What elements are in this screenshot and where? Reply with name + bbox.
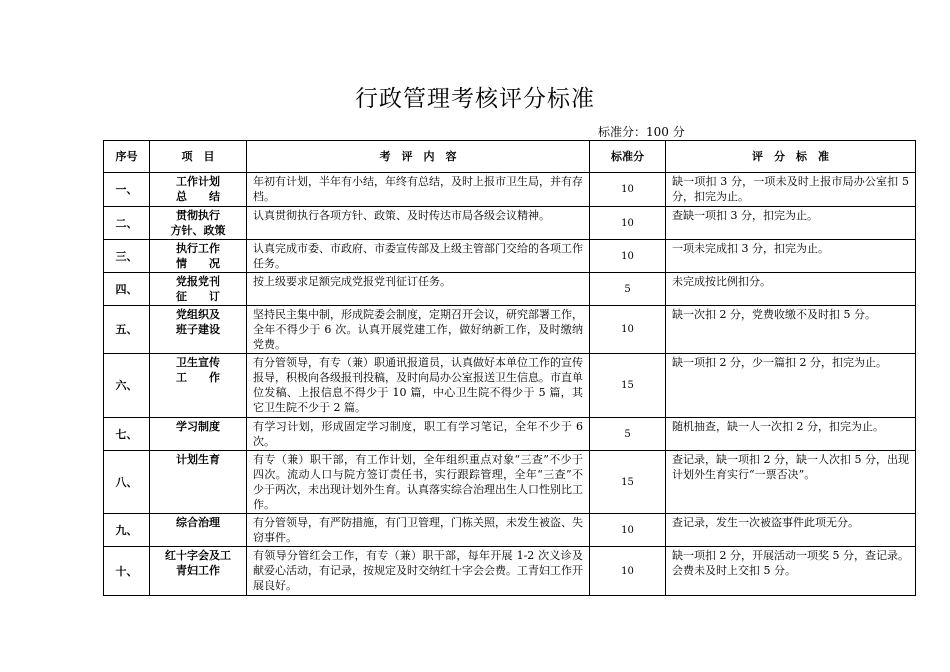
row-rule: 查记录，发生一次被盗事件此项无分。	[666, 514, 916, 547]
row-index: 三、	[104, 240, 150, 273]
row-item-line: 红十字会及工	[165, 549, 231, 562]
row-item-line: 工 作	[176, 371, 220, 384]
row-item-line: 党报党刊	[176, 275, 220, 288]
row-score: 15	[590, 354, 666, 418]
row-index: 九、	[104, 514, 150, 547]
row-index: 四、	[104, 273, 150, 306]
row-item	[150, 173, 247, 207]
row-item-line: 方针、政策	[170, 224, 226, 237]
row-rule: 查缺一项扣 3 分，扣完为止。	[666, 207, 916, 240]
table-row	[104, 418, 916, 451]
row-item-line: 贯彻执行	[176, 209, 220, 222]
total-score-label: 标准分：100 分	[598, 125, 685, 139]
row-index: 八、	[104, 451, 150, 514]
document-title: 行政管理考核评分标准	[355, 86, 595, 112]
row-item-line: 征 订	[176, 290, 220, 303]
row-rule: 缺一项扣 2 分，开展活动一项奖 5 分，查记录。会费未及时上交扣 5 分。	[666, 547, 916, 596]
row-score: 5	[590, 418, 666, 451]
row-index: 七、	[104, 418, 150, 451]
row-item-line: 党组织及	[176, 308, 220, 321]
row-item-line: 综合治理	[176, 516, 220, 529]
table-row	[104, 306, 916, 354]
table-header-row	[104, 141, 916, 173]
row-content: 认真贯彻执行各项方针、政策、及时传达市局各级会议精神。	[247, 207, 590, 240]
row-item-line: 执行工作	[176, 242, 220, 255]
row-rule: 缺一次扣 2 分，党费收缴不及时扣 5 分。	[666, 306, 916, 354]
row-item	[150, 306, 247, 354]
row-content: 有专（兼）职干部，有工作计划，全年组织重点对象“三查”不少于四次。流动人口与院方签订责任书，实行跟踪管理，全年“三查”不少于两次，未出现计划外生育。认真落实综合治理出生人口性别比工作。	[247, 451, 590, 514]
row-rule: 查记录，缺一项扣 2 分，缺一人次扣 5 分，出现计划外生育实行“一票否决”。	[666, 451, 916, 514]
row-item-line: 青妇工作	[176, 564, 220, 577]
row-rule: 未完成按比例扣分。	[666, 273, 916, 306]
row-item	[150, 514, 247, 547]
row-item	[150, 547, 247, 596]
row-content: 有分管领导，有严防措施，有门卫管理，门栋关照，未发生被盗、失窃事件。	[247, 514, 590, 547]
header-index: 序号	[104, 141, 150, 173]
row-content: 有学习计划，形成固定学习制度，职工有学习笔记，全年不少于 6 次。	[247, 418, 590, 451]
table-row	[104, 173, 916, 207]
row-content: 有分管领导，有专（兼）职通讯报道员，认真做好本单位工作的宣传报导，积极向各级报刊投稿，及时向局办公室报送卫生信息。市直单位发稿、上报信息不得少于 10 篇，中心卫生院不得少于 5 篇，其它卫生院不少于 2 篇。	[247, 354, 590, 418]
row-rule: 缺一项扣 3 分，一项未及时上报市局办公室扣 5 分，扣完为止。	[666, 173, 916, 207]
row-score: 10	[590, 547, 666, 596]
row-item-line: 学习制度	[176, 420, 220, 433]
row-score: 10	[590, 306, 666, 354]
table-row	[104, 207, 916, 240]
row-rule: 缺一项扣 2 分，少一篇扣 2 分，扣完为止。	[666, 354, 916, 418]
row-item	[150, 207, 247, 240]
row-score: 5	[590, 273, 666, 306]
table-row	[104, 354, 916, 418]
row-index: 一、	[104, 173, 150, 207]
table-row	[104, 514, 916, 547]
row-item-line: 班子建设	[176, 323, 220, 336]
row-item-line: 卫生宣传	[176, 356, 220, 369]
table-row	[104, 273, 916, 306]
row-content: 年初有计划，半年有小结，年终有总结，及时上报市卫生局，并有存档。	[247, 173, 590, 207]
scoring-table	[103, 140, 916, 596]
row-index: 十、	[104, 547, 150, 596]
table-row	[104, 240, 916, 273]
row-content: 按上级要求足额完成党报党刊征订任务。	[247, 273, 590, 306]
row-score: 10	[590, 207, 666, 240]
row-item-line: 总 结	[176, 190, 220, 203]
header-item: 项 目	[150, 141, 247, 173]
row-rule: 一项未完成扣 3 分，扣完为止。	[666, 240, 916, 273]
row-content: 坚持民主集中制，形成院委会制度，定期召开会议，研究部署工作，全年不得少于 6 次。认真开展党建工作，做好纳新工作，及时缴纳党费。	[247, 306, 590, 354]
row-score: 10	[590, 514, 666, 547]
row-item	[150, 354, 247, 418]
row-score: 10	[590, 240, 666, 273]
table-row	[104, 451, 916, 514]
header-rule: 评 分 标 准	[666, 141, 916, 173]
header-score: 标准分	[590, 141, 666, 173]
row-score: 10	[590, 173, 666, 207]
row-item	[150, 240, 247, 273]
row-content: 有领导分管红会工作，有专（兼）职干部，每年开展 1-2 次义诊及献爱心活动，有记录，按规定及时交纳红十字会会费。工青妇工作开展良好。	[247, 547, 590, 596]
table-row	[104, 547, 916, 596]
row-index: 六、	[104, 354, 150, 418]
header-content: 考 评 内 容	[247, 141, 590, 173]
row-score: 15	[590, 451, 666, 514]
row-item-line: 计划生育	[176, 453, 220, 466]
row-item-line: 工作计划	[176, 175, 220, 188]
row-item	[150, 451, 247, 514]
row-item-line: 情 况	[176, 257, 220, 270]
row-rule: 随机抽查，缺一人一次扣 2 分，扣完为止。	[666, 418, 916, 451]
row-content: 认真完成市委、市政府、市委宣传部及上级主管部门交给的各项工作任务。	[247, 240, 590, 273]
row-index: 五、	[104, 306, 150, 354]
row-index: 二、	[104, 207, 150, 240]
row-item	[150, 418, 247, 451]
row-item	[150, 273, 247, 306]
